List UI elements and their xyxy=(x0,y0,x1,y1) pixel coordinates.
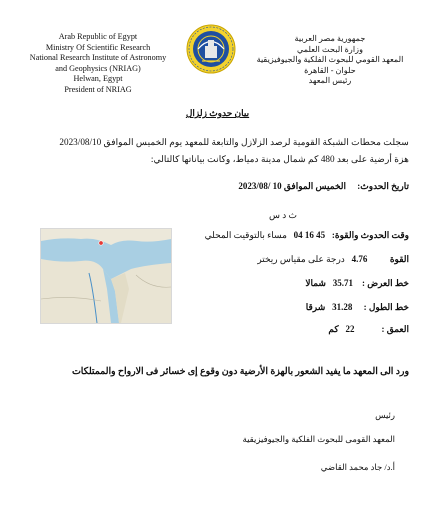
english-header-line: President of NRIAG xyxy=(64,84,132,94)
document-title: بيان حدوث زلزال xyxy=(185,108,250,118)
longitude-suffix: شرقا xyxy=(305,302,326,312)
time-value: 45 16 04 xyxy=(293,230,326,240)
depth-suffix: كم xyxy=(328,324,339,334)
date-row xyxy=(238,181,409,192)
depth-row xyxy=(328,324,409,335)
epicenter-map-image xyxy=(40,228,172,324)
statement xyxy=(72,366,409,377)
arabic-header-line: رئيس المعهد xyxy=(308,76,352,86)
time-units: ث د س xyxy=(269,210,297,220)
magnitude-suffix: درجة على مقياس ريختر xyxy=(257,254,345,264)
english-header-line: and Geophysics (NRIAG) xyxy=(55,63,141,73)
latitude-row xyxy=(305,278,409,289)
arabic-header-line: وزارة البحث العلمي xyxy=(296,44,364,54)
date-label: تاريخ الحدوث: xyxy=(357,181,409,191)
arabic-header-line: جمهورية مصر العربية xyxy=(294,34,366,43)
time-row xyxy=(205,230,409,241)
arabic-header-line: حلوان - القاهرة xyxy=(304,65,356,75)
latitude-label: خط العرض : xyxy=(361,278,409,288)
longitude-value: 31.28 xyxy=(332,302,353,312)
latitude-value: 35.71 xyxy=(332,278,353,288)
magnitude-value: 4.76 xyxy=(351,254,368,264)
magnitude-row xyxy=(257,254,409,265)
depth-value: 22 xyxy=(345,324,355,334)
arabic-header-line: المعهد القومي للبحوث الفلكية والجيوفيزيقية xyxy=(256,55,404,65)
longitude-row xyxy=(306,302,409,313)
longitude-label: خط الطول : xyxy=(363,302,409,312)
nriag-seal-icon xyxy=(186,22,236,78)
english-header-line: Ministry Of Scientific Research xyxy=(45,42,151,52)
english-header xyxy=(18,32,178,96)
latitude-suffix: شمالا xyxy=(305,278,326,288)
arabic-header xyxy=(245,34,415,87)
english-header-line: Helwan, Egypt xyxy=(73,74,123,84)
intro-line-2: هزة أرضية على بعد 480 كم شمال مدينة دمياط، وكانت بياناتها كالتالي: xyxy=(150,154,409,164)
intro-line-1: سجلت محطات الشبكة القومية لرصد الزلازل والتابعة للمعهد يوم الخميس الموافق 2023/08/10 xyxy=(59,137,409,147)
time-suffix: مساء بالتوقيت المحلي xyxy=(204,230,287,240)
magnitude-label: القوة xyxy=(389,254,409,264)
signature-institute: المعهد القومى للبحوث الفلكية والجيوفيزيقية xyxy=(242,434,395,444)
time-label: وقت الحدوث والقوة: xyxy=(331,230,409,240)
date-value: الخميس الموافق 10 /2023/08 xyxy=(238,181,346,191)
signature-title: رئيس xyxy=(375,410,395,420)
english-header-line: National Research Institute of Astronomy xyxy=(29,53,167,63)
depth-label: العمق : xyxy=(381,324,409,334)
statement-text: ورد الى المعهد ما يفيد الشعور بالهزة الأرضية دون وقوع إى خسائر فى الارواح والممتلكات xyxy=(71,367,409,377)
signature-name: أ.د/ جاد محمد القاضي xyxy=(320,462,395,472)
english-header-line: Arab Republic of Egypt xyxy=(58,32,138,41)
